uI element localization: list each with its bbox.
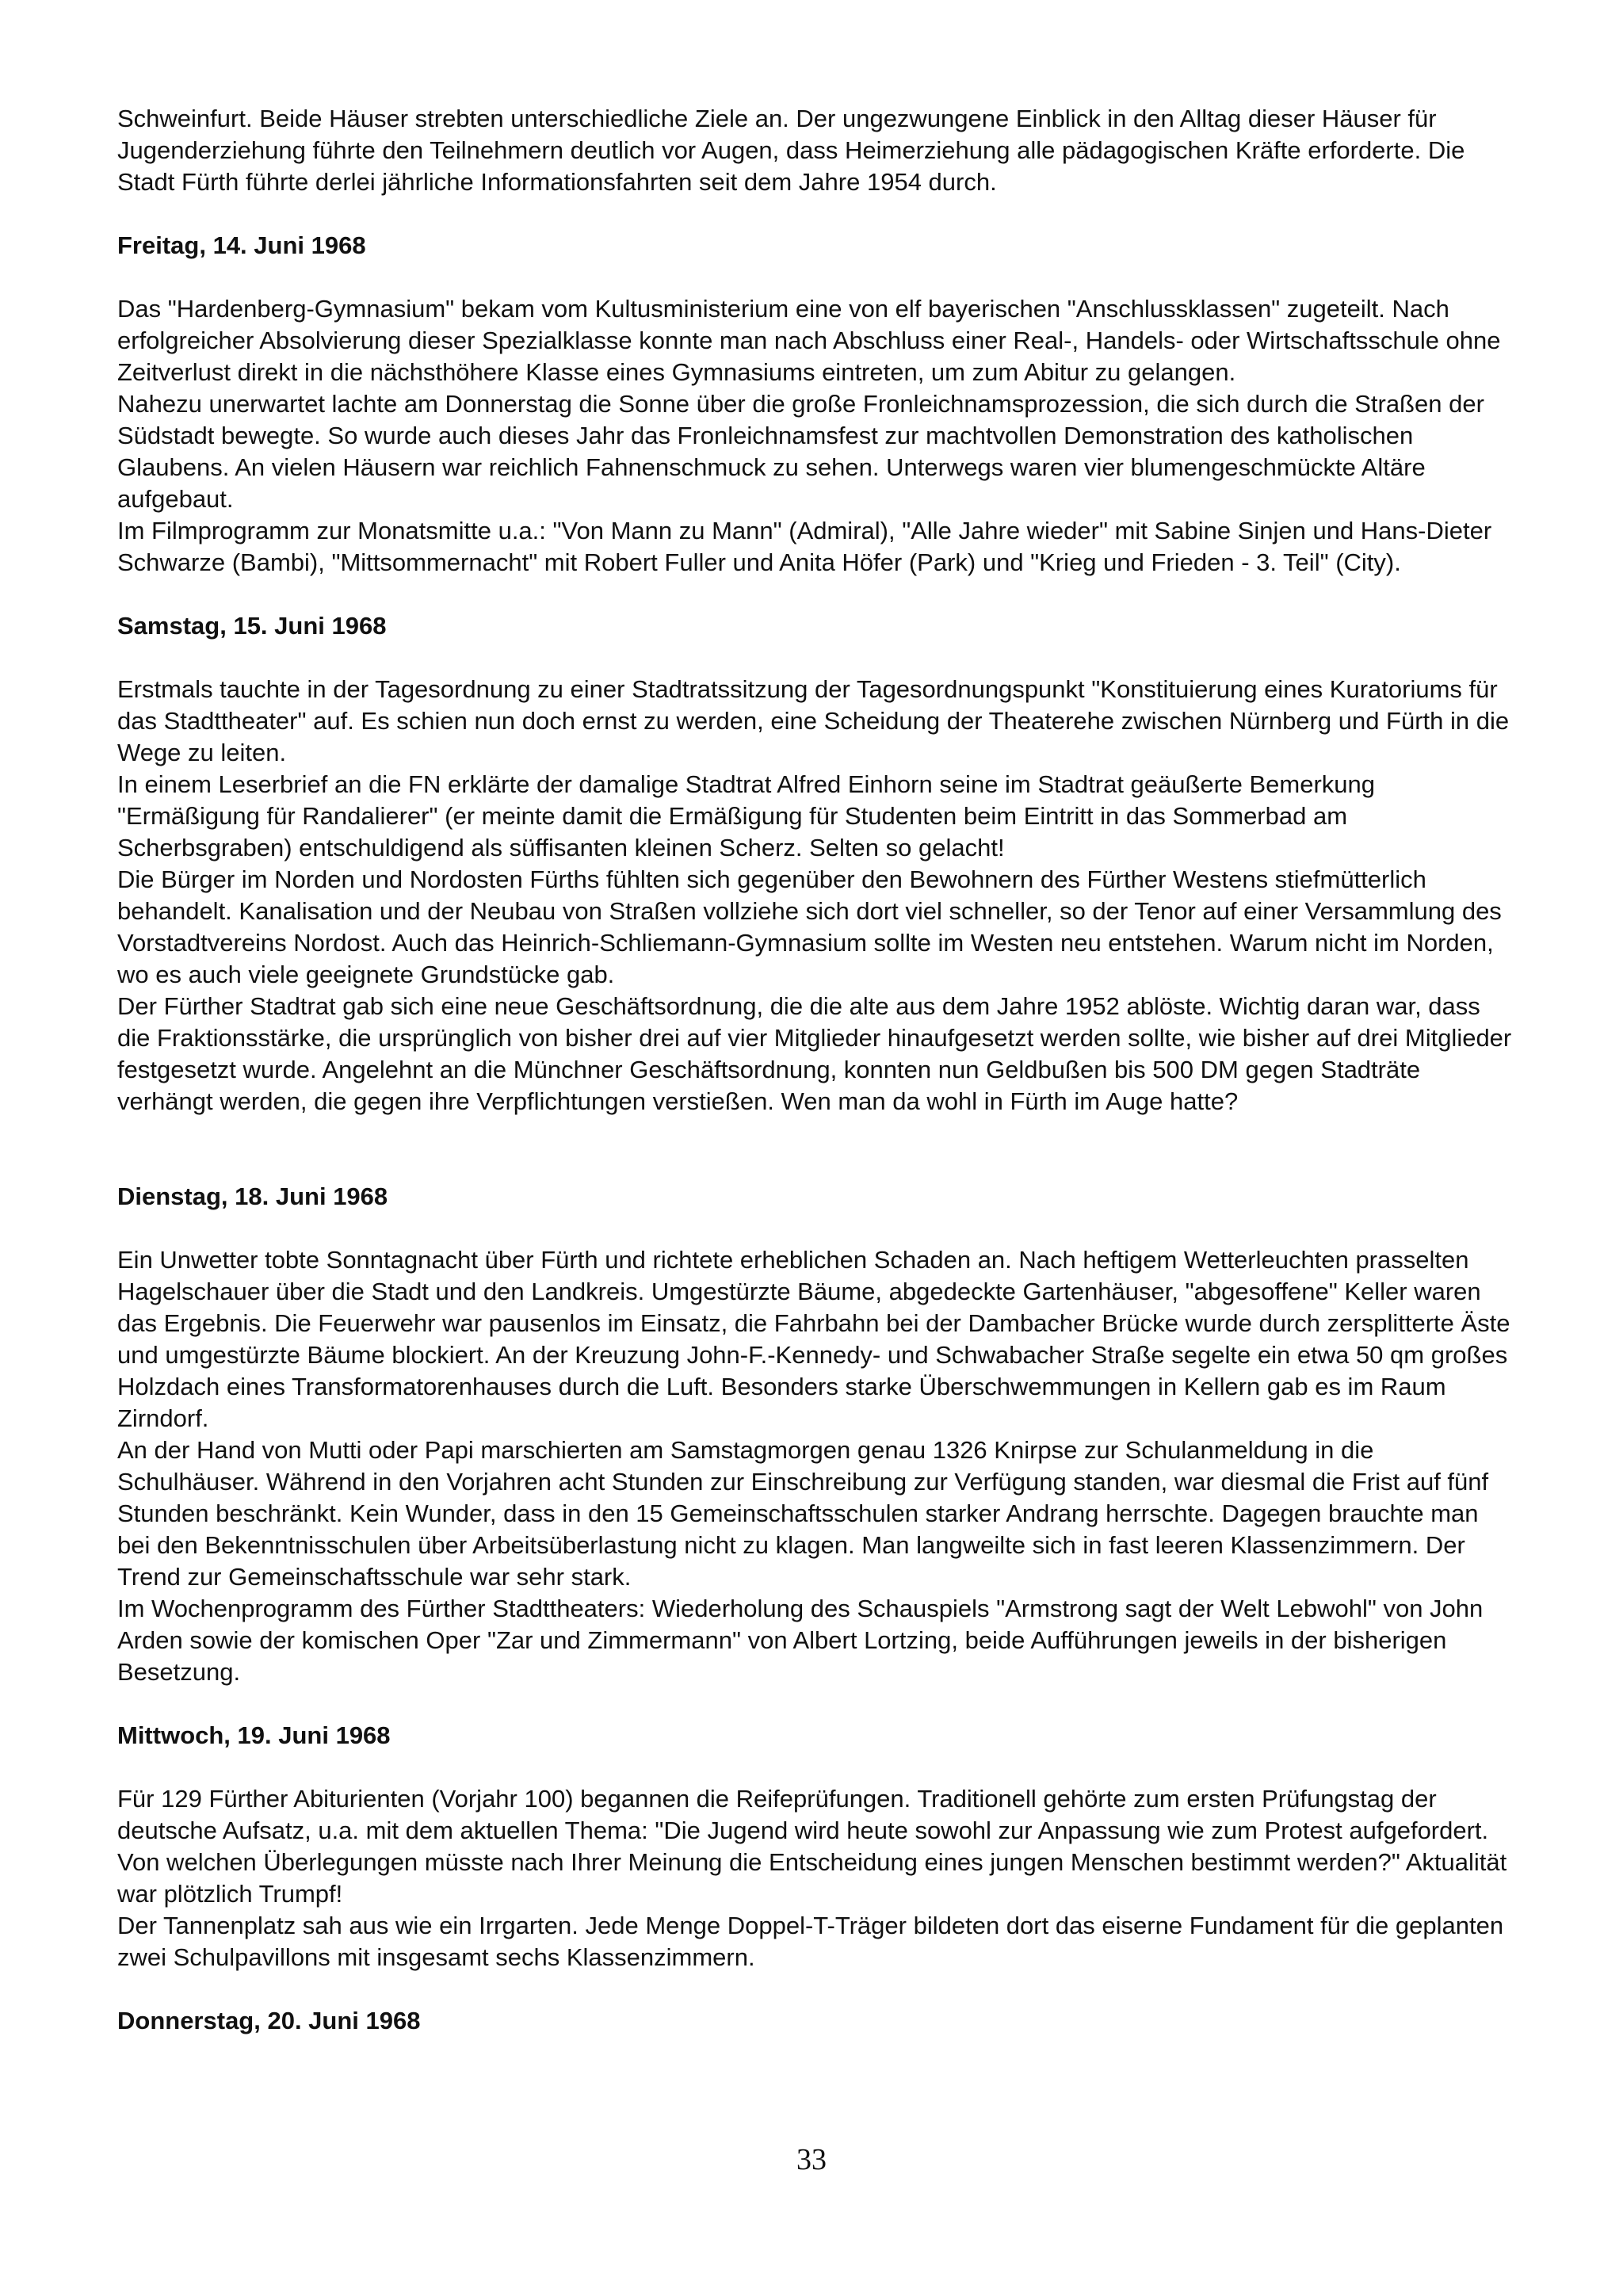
paragraph: Der Tannenplatz sah aus wie ein Irrgarten. Jede Menge Doppel-T-Träger bildeten dort das eiserne Fundament für die geplanten zwei Schulpavillons mit insgesamt sechs Klassenzimmern.: [117, 1912, 1504, 1971]
paragraph: Das "Hardenberg-Gymnasium" bekam vom Kultusministerium eine von elf bayerischen "Anschlussklassen" zugeteilt. Nach erfolgreicher Absolvierung dieser Spezialklasse konnte man nach Abschluss einer Real-, Handels- oder Wirtschaftsschule ohne Zeitverlust direkt in die nächsthöhere Klasse eines Gymnasiums eintreten, um zum Abitur zu gelangen.: [117, 295, 1501, 386]
paragraph: Im Wochenprogramm des Fürther Stadttheaters: Wiederholung des Schauspiels "Armstrong sagt der Welt Lebwohl" von John Arden sowie der komischen Oper "Zar und Zimmermann" von Albert Lortzing, beide Aufführungen jeweils in der bisherigen Besetzung.: [117, 1595, 1484, 1686]
section-donnerstag: [117, 2005, 1512, 2037]
date-heading: Donnerstag, 20. Juni 1968: [117, 2007, 421, 2034]
paragraph: In einem Leserbrief an die FN erklärte der damalige Stadtrat Alfred Einhorn seine im Stadtrat geäußerte Bemerkung "Ermäßigung für Randalierer" (er meinte damit die Ermäßigung für Studenten beim Eintritt in das Sommerbad am Scherbsgraben) entschuldigend als süffisanten kleinen Scherz. Selten so gelacht!: [117, 770, 1375, 861]
section-dienstag: [117, 1181, 1512, 1688]
paragraph: Erstmals tauchte in der Tagesordnung zu einer Stadtratssitzung der Tagesordnungspunkt "Konstituierung eines Kuratoriums für das Stadttheater" auf. Es schien nun doch ernst zu werden, eine Scheidung der Theaterehe zwischen Nürnberg und Fürth in die Wege zu leiten.: [117, 675, 1510, 766]
section-freitag: [117, 230, 1512, 579]
paragraph: Nahezu unerwartet lachte am Donnerstag die Sonne über die große Fronleichnamsprozession, die sich durch die Straßen der Südstadt bewegte. So wurde auch dieses Jahr das Fronleichnamsfest zur machtvollen Demonstration des katholischen Glaubens. An vielen Häusern war reichlich Fahnenschmuck zu sehen. Unterwegs waren vier blumengeschmückte Altäre aufgebaut.: [117, 390, 1484, 513]
paragraph: Der Fürther Stadtrat gab sich eine neue Geschäftsordnung, die die alte aus dem Jahre 1952 ablöste. Wichtig daran war, dass die Fraktionsstärke, die ursprünglich von bisher drei auf vier Mitglieder hinaufgesetzt werden sollte, wie bisher auf drei Mitglieder festgesetzt wurde. Angelehnt an die Münchner Geschäftsordnung, konnten nun Geldbußen bis 500 DM gegen Stadträte verhängt werden, die gegen ihre Verpflichtungen verstießen. Wen man da wohl in Fürth im Auge hatte?: [117, 992, 1512, 1115]
section-samstag: [117, 610, 1512, 1117]
paragraph: Ein Unwetter tobte Sonntagnacht über Fürth und richtete erheblichen Schaden an. Nach heftigem Wetterleuchten prasselten Hagelschauer über die Stadt und den Landkreis. Umgestürzte Bäume, abgedeckte Gartenhäuser, "abgesoffene" Keller waren das Ergebnis. Die Feuerwehr war pausenlos im Einsatz, die Fahrbahn bei der Dambacher Brücke wurde durch zersplitterte Äste und umgestürzte Bäume blockiert. An der Kreuzung John-F.-Kennedy- und Schwabacher Straße segelte ein etwa 50 qm großes Holzdach eines Transformatorenhauses durch die Luft. Besonders starke Überschwemmungen in Kellern gab es im Raum Zirndorf.: [117, 1246, 1510, 1432]
paragraph: Für 129 Fürther Abiturienten (Vorjahr 100) begannen die Reifeprüfungen. Traditionell gehörte zum ersten Prüfungstag der deutsche Aufsatz, u.a. mit dem aktuellen Thema: "Die Jugend wird heute sowohl zur Anpassung wie zum Protest aufgefordert. Von welchen Überlegungen müsste nach Ihrer Meinung die Entscheidung eines jungen Menschen bestimmt werden?" Aktualität war plötzlich Trumpf!: [117, 1785, 1507, 1908]
document-page: [117, 103, 1512, 2037]
paragraph: Im Filmprogramm zur Monatsmitte u.a.: "Von Mann zu Mann" (Admiral), "Alle Jahre wieder" mit Sabine Sinjen und Hans-Dieter Schwarze (Bambi), "Mittsommernacht" mit Robert Fuller und Anita Höfer (Park) und "Krieg und Frieden - 3. Teil" (City).: [117, 517, 1492, 576]
section-mittwoch: [117, 1720, 1512, 1973]
date-heading: Dienstag, 18. Juni 1968: [117, 1182, 388, 1210]
date-heading: Mittwoch, 19. Juni 1968: [117, 1721, 391, 1749]
date-heading: Samstag, 15. Juni 1968: [117, 612, 387, 640]
date-heading: Freitag, 14. Juni 1968: [117, 231, 366, 259]
paragraph: Die Bürger im Norden und Nordosten Fürths fühlten sich gegenüber den Bewohnern des Fürther Westens stiefmütterlich behandelt. Kanalisation und der Neubau von Straßen vollziehe sich dort viel schneller, so der Tenor auf einer Versammlung des Vorstadtvereins Nordost. Auch das Heinrich-Schliemann-Gymnasium sollte im Westen neu entstehen. Warum nicht im Norden, wo es auch viele geeignete Grundstücke gab.: [117, 865, 1502, 988]
page-number: 33: [796, 2143, 827, 2176]
paragraph: An der Hand von Mutti oder Papi marschierten am Samstagmorgen genau 1326 Knirpse zur Schulanmeldung in die Schulhäuser. Während in den Vorjahren acht Stunden zur Einschreibung zur Verfügung standen, war diesmal die Frist auf fünf Stunden beschränkt. Kein Wunder, dass in den 15 Gemeinschaftsschulen starker Andrang herrschte. Dagegen brauchte man bei den Bekenntnisschulen über Arbeitsüberlastung nicht zu klagen. Man langweilte sich in fast leeren Klassenzimmern. Der Trend zur Gemeinschaftsschule war sehr stark.: [117, 1436, 1489, 1591]
intro-paragraph: Schweinfurt. Beide Häuser strebten unterschiedliche Ziele an. Der ungezwungene Einblick in den Alltag dieser Häuser für Jugenderziehung führte den Teilnehmern deutlich vor Augen, dass Heimerziehung alle pädagogischen Kräfte erforderte. Die Stadt Fürth führte derlei jährliche Informationsfahrten seit dem Jahre 1954 durch.: [117, 105, 1465, 196]
